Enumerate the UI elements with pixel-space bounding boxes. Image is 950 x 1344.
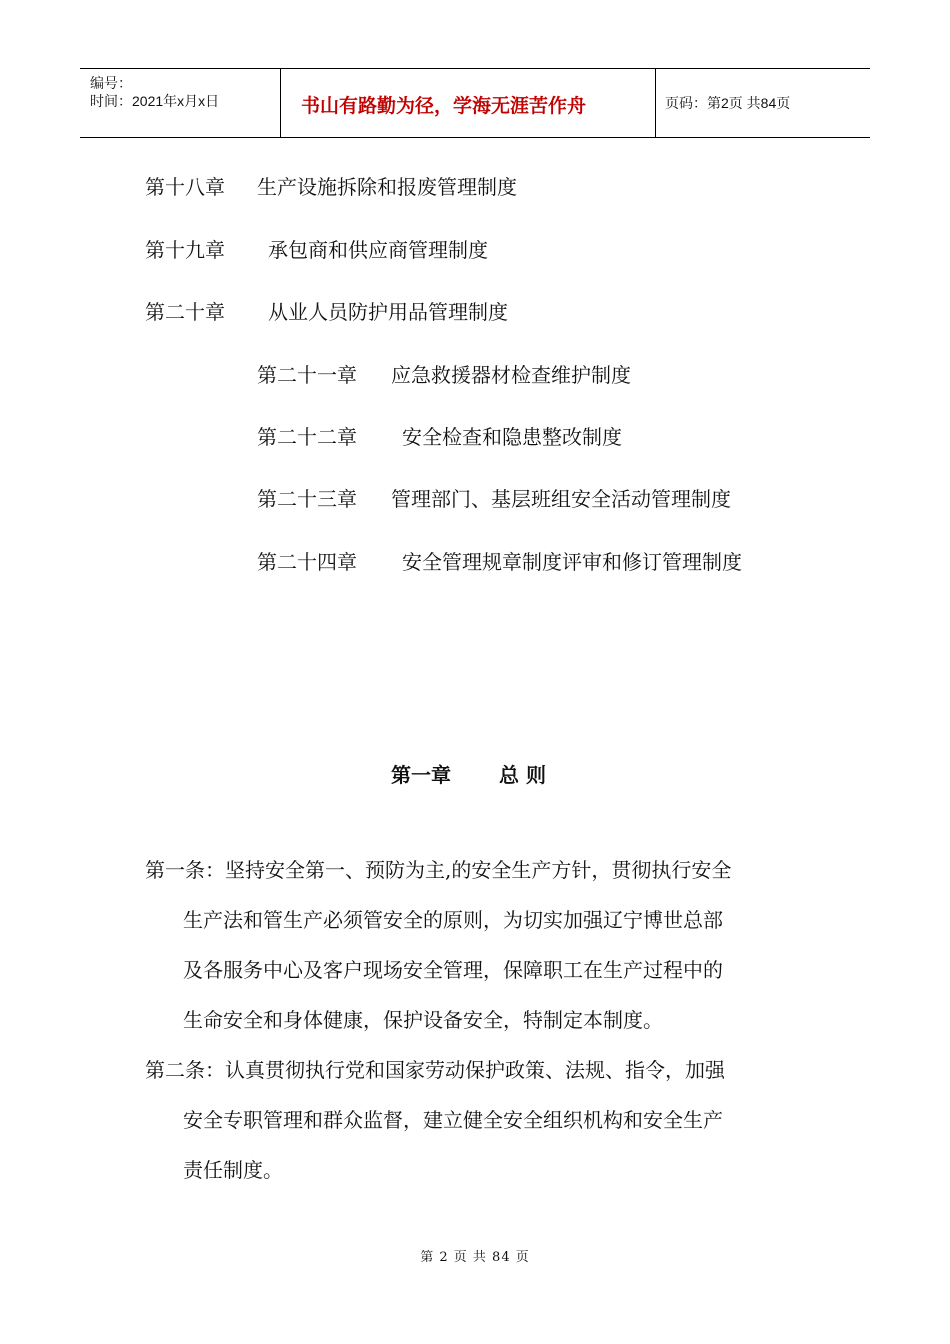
page-footer: 第 2 页 共 84 页 (420, 1250, 530, 1265)
toc-chapter-title: 安全检查和隐患整改制度 (402, 425, 622, 449)
header-motto-cell (280, 69, 656, 137)
toc-chapter-title: 承包商和供应商管理制度 (268, 238, 488, 262)
article-line: 及各服务中心及客户现场安全管理，保障职工在生产过程中的 (183, 958, 723, 982)
toc-chapter-number: 第二十三章 (257, 487, 357, 511)
toc-chapter-title: 从业人员防护用品管理制度 (268, 300, 508, 324)
article-paragraph (145, 1045, 810, 1195)
chapter-title: 总 则 (499, 763, 546, 787)
toc-item (145, 171, 517, 200)
article-line: 责任制度。 (183, 1158, 283, 1182)
article-line: 安全专职管理和群众监督，建立健全安全组织机构和安全生产 (183, 1108, 723, 1132)
article-first-line: 第二条：认真贯彻执行党和国家劳动保护政策、法规、指令，加强 (145, 1058, 725, 1082)
toc-chapter-number: 第二十四章 (257, 550, 357, 574)
toc-chapter-number: 第十八章 (145, 175, 225, 199)
article-line: 生产法和管生产必须管安全的原则，为切实加强辽宁博世总部 (183, 908, 723, 932)
article-first-line: 第一条：坚持安全第一、预防为主,的安全生产方针，贯彻执行安全 (145, 858, 732, 882)
header-page-cell (655, 69, 870, 137)
chapter-heading (391, 759, 546, 788)
page-header (80, 68, 870, 138)
motto-text: 书山有路勤为径，学海无涯苦作舟 (301, 95, 587, 117)
header-meta-cell (80, 69, 280, 137)
time-label: 时间：2021年x月x日 (90, 93, 220, 109)
chapter-number: 第一章 (391, 763, 451, 787)
article-paragraph (145, 845, 810, 1045)
toc-chapter-title: 安全管理规章制度评审和修订管理制度 (402, 550, 742, 574)
serial-number-label: 编号： (90, 75, 132, 91)
toc-item (257, 421, 622, 450)
toc-item (145, 234, 488, 263)
toc-chapter-number: 第十九章 (145, 238, 225, 262)
toc-chapter-number: 第二十章 (145, 300, 225, 324)
toc-chapter-title: 管理部门、基层班组安全活动管理制度 (391, 487, 731, 511)
toc-chapter-title: 生产设施拆除和报废管理制度 (257, 175, 517, 199)
toc-chapter-number: 第二十二章 (257, 425, 357, 449)
toc-item (257, 483, 731, 512)
toc-chapter-number: 第二十一章 (257, 363, 357, 387)
toc-item (145, 296, 508, 325)
toc-item (257, 546, 742, 575)
page-number-label: 页码：第2页 共84页 (665, 95, 791, 111)
article-line: 生命安全和身体健康，保护设备安全，特制定本制度。 (183, 1008, 663, 1032)
toc-item (257, 359, 631, 388)
toc-chapter-title: 应急救援器材检查维护制度 (391, 363, 631, 387)
